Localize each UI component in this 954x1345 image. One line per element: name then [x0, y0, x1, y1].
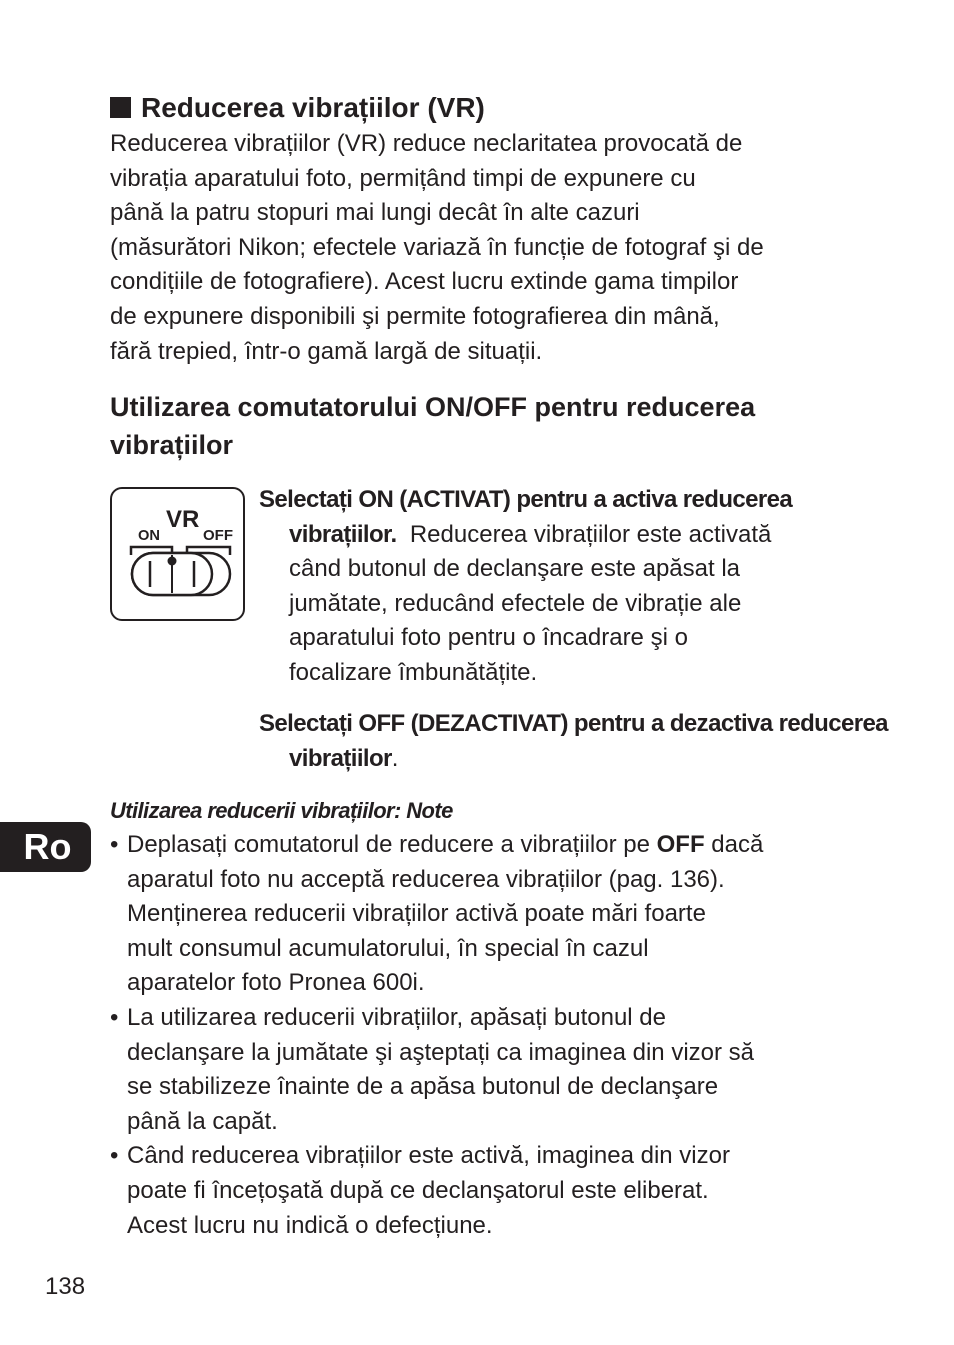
- vr-switch-icon: [112, 489, 243, 619]
- paragraph-line: vibrația aparatului foto, permițând timpi de expunere cu: [110, 164, 696, 192]
- vr-switch-illustration: [110, 487, 245, 621]
- page-number: 138: [45, 1273, 86, 1300]
- notes-title: Utilizarea reducerii vibrațiilor: Note: [110, 798, 453, 823]
- paragraph-line: până la patru stopuri mai lungi decât în alte cazuri: [110, 199, 640, 227]
- paragraph-line: (măsurători Nikon; efectele variază în funcție de fotograf şi de: [110, 233, 764, 261]
- subsection-title: Utilizarea comutatorului ON/OFF pentru reducerea vibrațiilor: [110, 392, 756, 460]
- on-label: ON: [138, 527, 160, 544]
- step-off: Selectați OFF (DEZACTIVAT) pentru a dezactiva reducerea vibrațiilor.: [259, 710, 888, 772]
- list-item: • Deplasați comutatorul de reducere a vibrațiilor pe OFF dacă aparatul foto nu acceptă reducerea vibrațiilor (pag. 136). Menținerea reducerii vibrațiilor activă poate mări foarte mult consumul acumulatorului, în special în cazul aparatelor foto Pronea 600i.: [110, 828, 870, 1001]
- notes-list: [110, 828, 870, 1243]
- list-item: • Când reducerea vibrațiilor este activă, imaginea din vizor poate fi încețoşată după ce declanşatorul este eliberat. Acest lucru nu indică o defecțiune.: [110, 1139, 870, 1243]
- square-bullet-icon: [110, 97, 131, 118]
- language-tab: Ro: [0, 822, 91, 872]
- list-item: • La utilizarea reducerii vibrațiilor, apăsați butonul de declanşare la jumătate şi aşteptați ca imaginea din vizor să se stabilizeze înainte de a apăsa butonul de declanşare până la capăt.: [110, 1001, 870, 1139]
- vr-label: VR: [166, 506, 200, 533]
- paragraph-line: de expunere disponibili şi permite fotografierea din mână,: [110, 302, 720, 330]
- paragraph-line: condițiile de fotografiere). Acest lucru extinde gama timpilor: [110, 268, 739, 296]
- paragraph-line: fără trepied, într-o gamă largă de situații.: [110, 337, 543, 365]
- step-on: Selectați ON (ACTIVAT) pentru a activa reducerea vibrațiilor. Reducerea vibrațiilor este activată când butonul de declanşare este apăsat la jumătate, reducând efectele de vibrație ale aparatului foto pentru o încadrare şi o focalizare îmbunătățite.: [259, 486, 793, 686]
- intro-paragraph: [110, 127, 870, 369]
- off-label: OFF: [203, 527, 233, 544]
- section-title: Reducerea vibrațiilor (VR): [110, 88, 485, 128]
- paragraph-line: Reducerea vibrațiilor (VR) reduce neclaritatea provocată de: [110, 130, 743, 157]
